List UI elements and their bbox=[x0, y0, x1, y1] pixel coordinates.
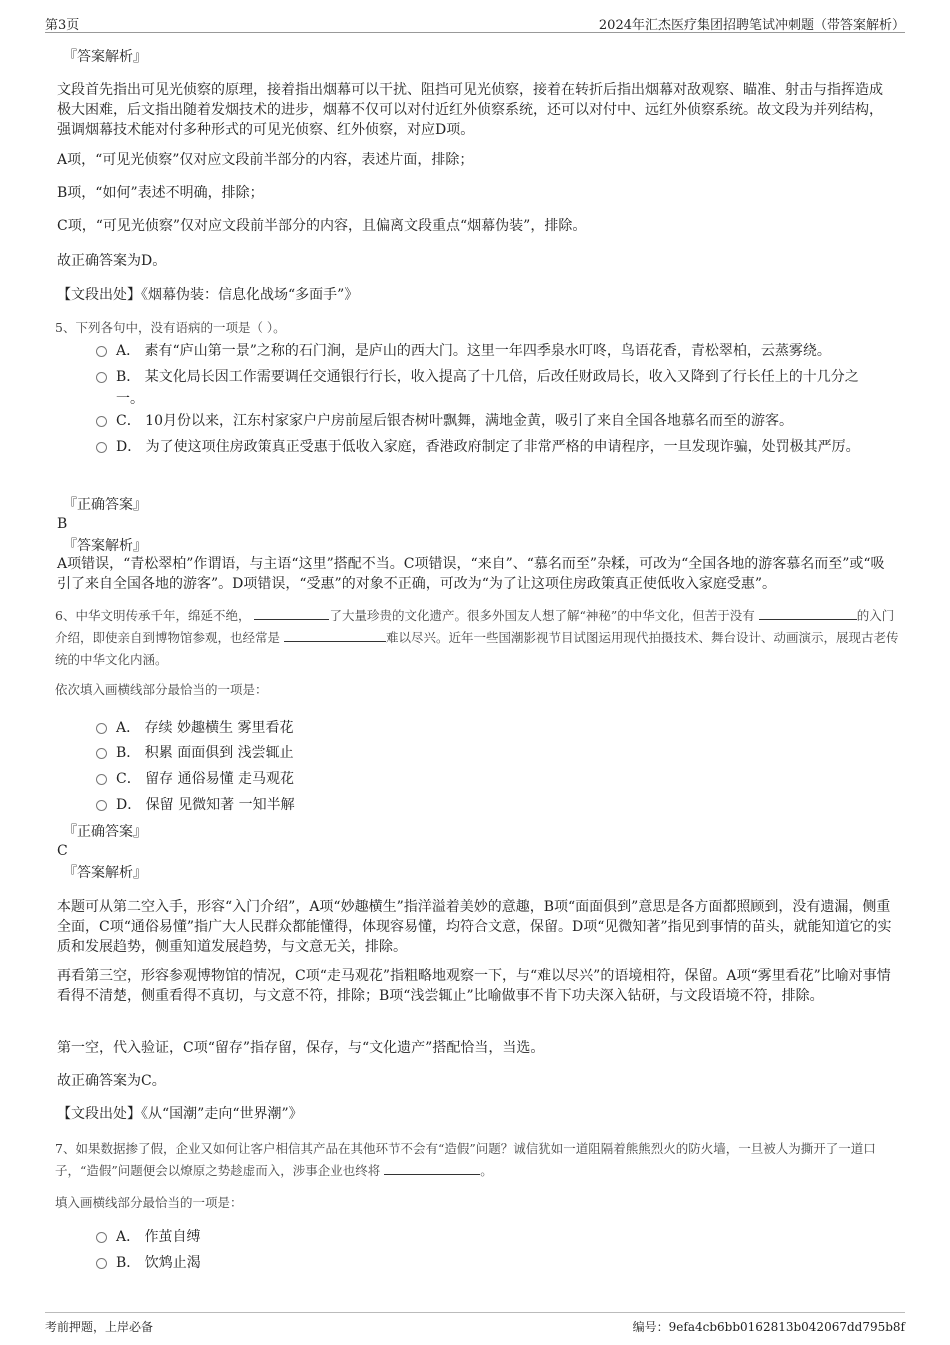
blank-line bbox=[254, 605, 329, 620]
page-number: 第3页 bbox=[45, 18, 80, 33]
q6-analysis-para: 本题可从第二空入手，形容“入门介绍”，A项“妙趣横生”指洋溢着美妙的意趣，B项“面面俱到”意思是各方面都照顾到，没有遗漏，侧重全面，C项“通俗易懂”指广大人民群众都能懂得，体现容易懂，均符合文意，保留。D项“见微知著”指见到事情的苗头，就能知道它的实质和发展趋势，侧重知道发展趋势，与文意无关，排除。 bbox=[57, 899, 892, 955]
blank-line bbox=[284, 627, 386, 642]
q4-conclusion: 故正确答案为D。 bbox=[57, 253, 167, 269]
q6-analysis-para: 再看第三空，形容参观博物馆的情况，C项“走马观花”指粗略地观察一下，与“难以尽兴”的语境相符，保留。A项“雾里看花”比喻对事情看得不清楚，侧重看得不真切，与文意不符，排除；B项“浅尝辄止”比喻做事不肯下功夫深入钻研，与文段语境不符，排除。 bbox=[57, 968, 891, 1004]
document-id: 编号：9efa4cb6bb0162813b042067dd795b8f bbox=[632, 1320, 905, 1334]
q6-source: 【文段出处】《从“国潮”走向“世界潮”》 bbox=[57, 1106, 303, 1122]
radio-button[interactable] bbox=[96, 723, 107, 734]
q5-analysis-label: 『答案解析』 bbox=[63, 538, 147, 554]
radio-button[interactable] bbox=[96, 346, 107, 357]
blank-line bbox=[759, 605, 857, 620]
q4-source: 【文段出处】《烟幕伪装：信息化战场“多面手”》 bbox=[57, 287, 359, 303]
radio-button[interactable] bbox=[96, 1232, 107, 1243]
q6-conclusion: 故正确答案为C。 bbox=[57, 1073, 166, 1089]
page-header bbox=[45, 12, 905, 33]
document-title: 2024年汇杰医疗集团招聘笔试冲刺题（带答案解析） bbox=[598, 18, 905, 33]
q6-correct-answer: C bbox=[57, 843, 68, 859]
q5-correct-answer: B bbox=[57, 516, 68, 532]
radio-button[interactable] bbox=[96, 442, 107, 453]
page-footer bbox=[45, 1312, 905, 1337]
q7-stem: 7、如果数据掺了假，企业又如何让客户相信其产品在其他环节不会有“造假”问题？诚信犹如一道阻隔着熊熊烈火的防火墙，一旦被人为撕开了一道口子，“造假”问题便会以燎原之势趁虚而入，涉事企业也终将 。 bbox=[55, 1141, 876, 1178]
q6-correct-label: 『正确答案』 bbox=[63, 824, 147, 840]
q6-analysis-label: 『答案解析』 bbox=[63, 865, 147, 881]
q4-analysis-para: B项，“如何”表述不明确，排除； bbox=[57, 185, 264, 201]
q6-prompt: 依次填入画横线部分最恰当的一项是： bbox=[55, 682, 268, 697]
radio-button[interactable] bbox=[96, 774, 107, 785]
radio-button[interactable] bbox=[96, 372, 107, 383]
q4-analysis-label: 『答案解析』 bbox=[63, 49, 147, 65]
q6-analysis-para: 第一空，代入验证，C项“留存”指存留，保存，与“文化遗产”搭配恰当，当选。 bbox=[57, 1040, 545, 1056]
radio-button[interactable] bbox=[96, 800, 107, 811]
q5-analysis: A项错误，“青松翠柏”作谓语，与主语“这里”搭配不当。C项错误，“来自”、“慕名而至”杂糅，可改为“全国各地的游客慕名而至”或“吸引了来自全国各地的游客”。D项错误，“受惠”的对象不正确，可改为“为了让这项住房政策真正使低收入家庭受惠”。 bbox=[57, 556, 885, 592]
q5-correct-label: 『正确答案』 bbox=[63, 497, 147, 513]
q4-analysis-para: A项，“可见光侦察”仅对应文段前半部分的内容，表述片面，排除； bbox=[57, 152, 474, 168]
q6-stem: 6、中华文明传承千年，绵延不绝， 了大量珍贵的文化遗产。很多外国友人想了解“神秘”的中华文化，但苦于没有 的入门介绍，即使亲自到博物馆参观，也经常是 难以尽兴。近年一些国潮影视节目试图运用现代拍摄技术、舞台设计、动画演示，展现古老传统的中华文化内涵。 bbox=[55, 605, 900, 671]
q5-stem: 5、下列各句中，没有语病的一项是（ ）。 bbox=[55, 320, 286, 335]
radio-button[interactable] bbox=[96, 416, 107, 427]
q7-prompt: 填入画横线部分最恰当的一项是： bbox=[55, 1195, 243, 1210]
q4-analysis-para: 文段首先指出可见光侦察的原理，接着指出烟幕可以干扰、阻挡可见光侦察，接着在转折后指出烟幕对敌观察、瞄准、射击与指挥造成极大困难，后文指出随着发烟技术的进步，烟幕不仅可以对付近红外侦察系统，还可以对付中、远红外侦察系统。故文段为并列结构，强调烟幕技术能对付多种形式的可见光侦察、红外侦察，对应D项。 bbox=[57, 82, 883, 138]
radio-button[interactable] bbox=[96, 748, 107, 759]
blank-line bbox=[384, 1160, 480, 1175]
footer-slogan: 考前押题，上岸必备 bbox=[45, 1320, 154, 1334]
q4-analysis-para: C项，“可见光侦察”仅对应文段前半部分的内容，且偏离文段重点“烟幕伪装”，排除。 bbox=[57, 218, 587, 234]
radio-button[interactable] bbox=[96, 1258, 107, 1269]
